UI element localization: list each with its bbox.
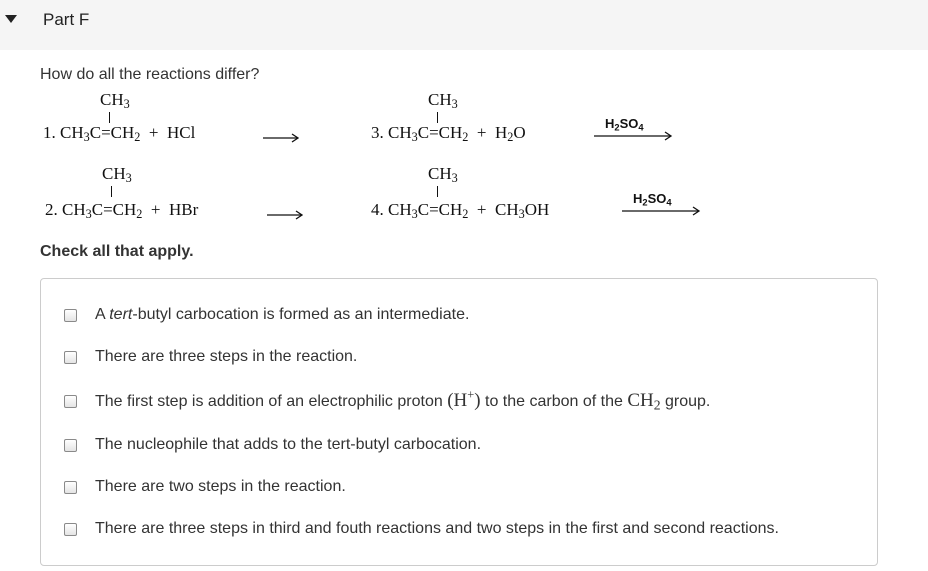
reaction-3-catalyst: $H_2SO_4$ [605, 116, 644, 133]
option-5-label: There are two steps in the reaction. [95, 478, 346, 495]
collapse-caret-icon[interactable] [5, 15, 17, 23]
reaction-3-equation: 3. $CH_3C=CH_2 + H_2O$ [371, 123, 526, 145]
option-2-label: There are three steps in the reaction. [95, 348, 358, 365]
reaction-1-arrow-icon [263, 133, 299, 143]
option-3-label: The first step is addition of an electrophilic proton (H+) to the carbon of the $CH_2$ group. [95, 387, 711, 413]
option-4-label: The nucleophile that adds to the tert-butyl carbocation. [95, 436, 482, 453]
option-6[interactable] [64, 518, 779, 540]
reaction-4-substituent: $CH_3$ [428, 164, 458, 186]
part-header[interactable] [0, 0, 928, 50]
option-3-checkbox[interactable] [64, 395, 77, 408]
reaction-2-reagent: HBr [169, 200, 199, 219]
reaction-1-bond [109, 112, 110, 123]
reaction-4-reagent: $CH_3OH$ [495, 200, 550, 222]
reaction-2-bond [111, 186, 112, 197]
reaction-4-equation: 4. $CH_3C=CH_2 + CH_3OH$ [371, 200, 550, 222]
option-1[interactable] [64, 304, 469, 326]
option-1-checkbox[interactable] [64, 309, 77, 322]
reaction-3-arrow-icon [594, 131, 674, 141]
reaction-1-equation: 1. $CH_3C=CH_2$ + HCl [43, 123, 196, 145]
option-1-label: A tert-butyl carbocation is formed as an intermediate. [95, 306, 470, 323]
option-3[interactable] [64, 387, 711, 413]
reaction-2-arrow-icon [267, 210, 303, 220]
part-title: Part F [43, 10, 90, 29]
option-2-checkbox[interactable] [64, 351, 77, 364]
instruction-text: Check all that apply. [40, 243, 194, 260]
reaction-4 [371, 164, 711, 224]
option-2[interactable] [64, 346, 357, 368]
reaction-2-substituent: $CH_3$ [102, 164, 132, 186]
reaction-1-substituent: $CH_3$ [100, 90, 130, 112]
reaction-3-reagent: $H_2O$ [495, 123, 526, 145]
reaction-4-bond [437, 186, 438, 197]
options-box [40, 278, 878, 566]
reaction-2 [45, 164, 345, 224]
reaction-1 [43, 90, 343, 150]
option-5-checkbox[interactable] [64, 481, 77, 494]
option-6-label: There are three steps in third and fouth reactions and two steps in the first and second reactions. [95, 520, 779, 537]
question-text: How do all the reactions differ? [40, 66, 260, 83]
option-4[interactable] [64, 434, 481, 456]
reaction-2-equation: 2. $CH_3C=CH_2$ + HBr [45, 200, 199, 222]
reaction-1-reagent: HCl [167, 123, 196, 142]
option-6-checkbox[interactable] [64, 523, 77, 536]
option-5[interactable] [64, 476, 346, 498]
reaction-3 [371, 90, 691, 150]
reaction-3-substituent: $CH_3$ [428, 90, 458, 112]
reaction-3-bond [437, 112, 438, 123]
reaction-4-catalyst: $H_2SO_4$ [633, 191, 672, 208]
option-4-checkbox[interactable] [64, 439, 77, 452]
reaction-4-arrow-icon [622, 206, 702, 216]
